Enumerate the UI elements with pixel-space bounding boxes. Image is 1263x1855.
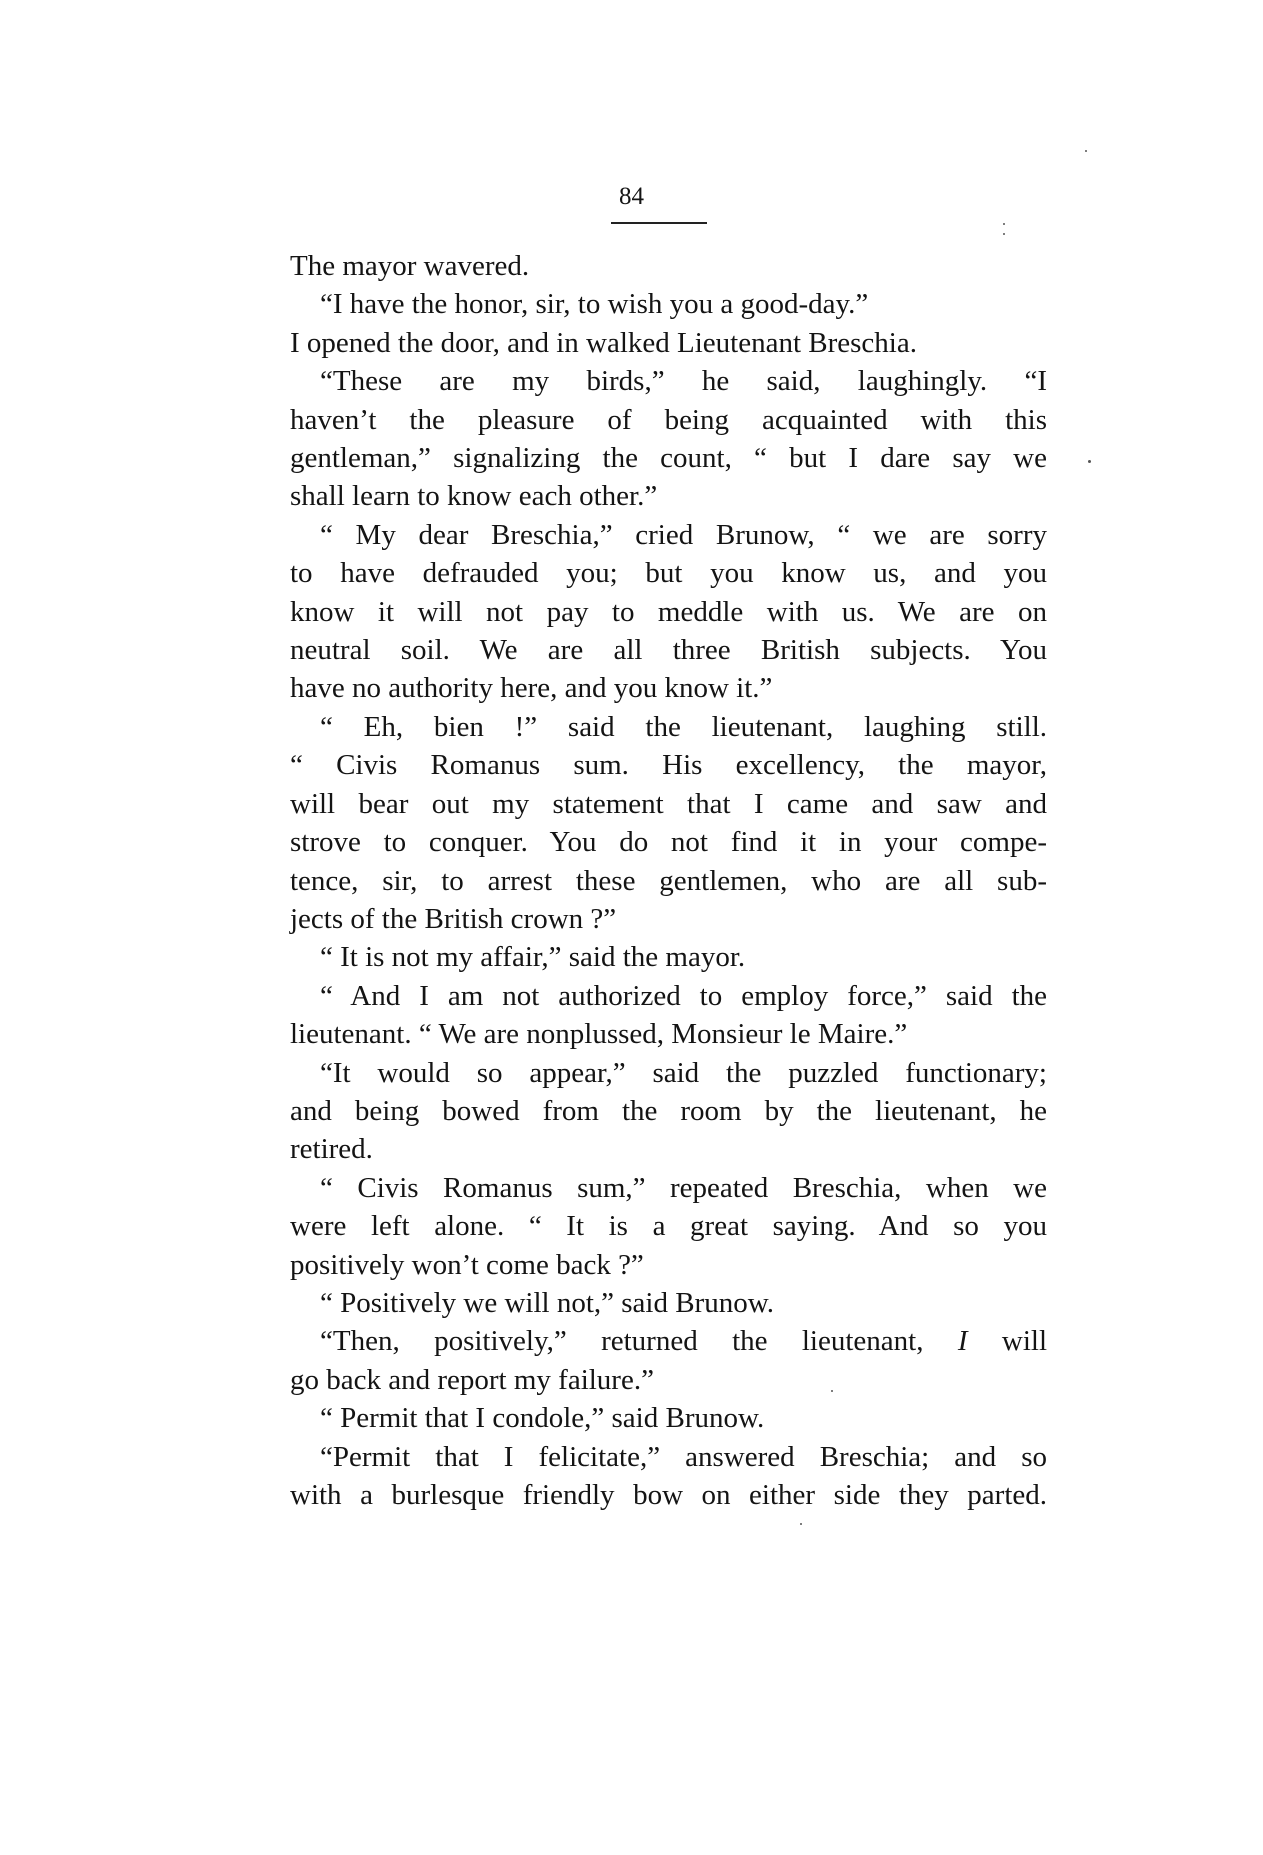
scan-speck [1003, 233, 1005, 235]
page-number-rule [611, 222, 707, 224]
scan-speck [831, 1390, 833, 1392]
text-line: “ Civis Romanus sum. His excellency, the mayor, [290, 749, 1047, 782]
text-line: The mayor wavered. [290, 250, 530, 282]
page-number: 84 [619, 183, 644, 210]
text-line: jects of the British crown ?” [290, 902, 617, 935]
text-line: with a burlesque friendly bow on either side they parted. [290, 1479, 1047, 1511]
body-text [290, 247, 1047, 1514]
italic-word: I [957, 1325, 968, 1358]
text-line: “Permit that I felicitate,” answered Breschia; and so [320, 1440, 1047, 1473]
text-line: retired. [290, 1133, 373, 1166]
text-line: “These are my birds,” he said, laughingly. “I [320, 365, 1047, 398]
text-line: “ And I am not authorized to employ force,” said the [320, 979, 1047, 1012]
text-line: “ Civis Romanus sum,” repeated Breschia, when we [320, 1171, 1047, 1204]
text-line: lieutenant. “ We are nonplussed, Monsieur le Maire.” [290, 1018, 908, 1051]
text-fragment: will [967, 1325, 1048, 1358]
text-line: “It would so appear,” said the puzzled functionary; [320, 1056, 1047, 1089]
text-line: neutral soil. We are all three British subjects. You [290, 634, 1047, 667]
text-line: strove to conquer. You do not find it in your compe- [290, 826, 1047, 859]
text-line [290, 1322, 1047, 1360]
text-line: haven’t the pleasure of being acquainted with this [290, 403, 1047, 436]
text-fragment: “Then, positively,” returned the lieutenant, [320, 1325, 958, 1358]
text-line: have no authority here, and you know it.” [290, 672, 773, 705]
text-line: “ Positively we will not,” said Brunow. [320, 1286, 775, 1319]
text-line: “I have the honor, sir, to wish you a good-day.” [320, 288, 869, 321]
text-line: positively won’t come back ?” [290, 1248, 644, 1281]
text-line: tence, sir, to arrest these gentlemen, who are all sub- [290, 864, 1047, 897]
text-line: were left alone. “ It is a great saying. And so you [290, 1210, 1047, 1243]
scan-speck [1003, 223, 1005, 225]
text-line: go back and report my failure.” [290, 1363, 654, 1396]
scan-speck [1088, 460, 1091, 463]
text-line: “ Eh, bien !” said the lieutenant, laughing still. [320, 710, 1047, 743]
scan-speck [1085, 150, 1087, 152]
text-line: know it will not pay to meddle with us. We are on [290, 595, 1047, 628]
text-line: I opened the door, and in walked Lieutenant Breschia. [290, 326, 917, 359]
scan-speck [800, 1523, 802, 1525]
text-line: and being bowed from the room by the lieutenant, he [290, 1094, 1047, 1127]
text-line: “ My dear Breschia,” cried Brunow, “ we are sorry [320, 518, 1047, 551]
text-line: shall learn to know each other.” [290, 480, 658, 513]
text-line: gentleman,” signalizing the count, “ but I dare say we [290, 442, 1047, 475]
text-line: will bear out my statement that I came and saw and [290, 787, 1047, 820]
text-line: “ Permit that I condole,” said Brunow. [320, 1402, 765, 1435]
text-line: “ It is not my affair,” said the mayor. [320, 941, 746, 974]
text-line: to have defrauded you; but you know us, and you [290, 557, 1047, 590]
